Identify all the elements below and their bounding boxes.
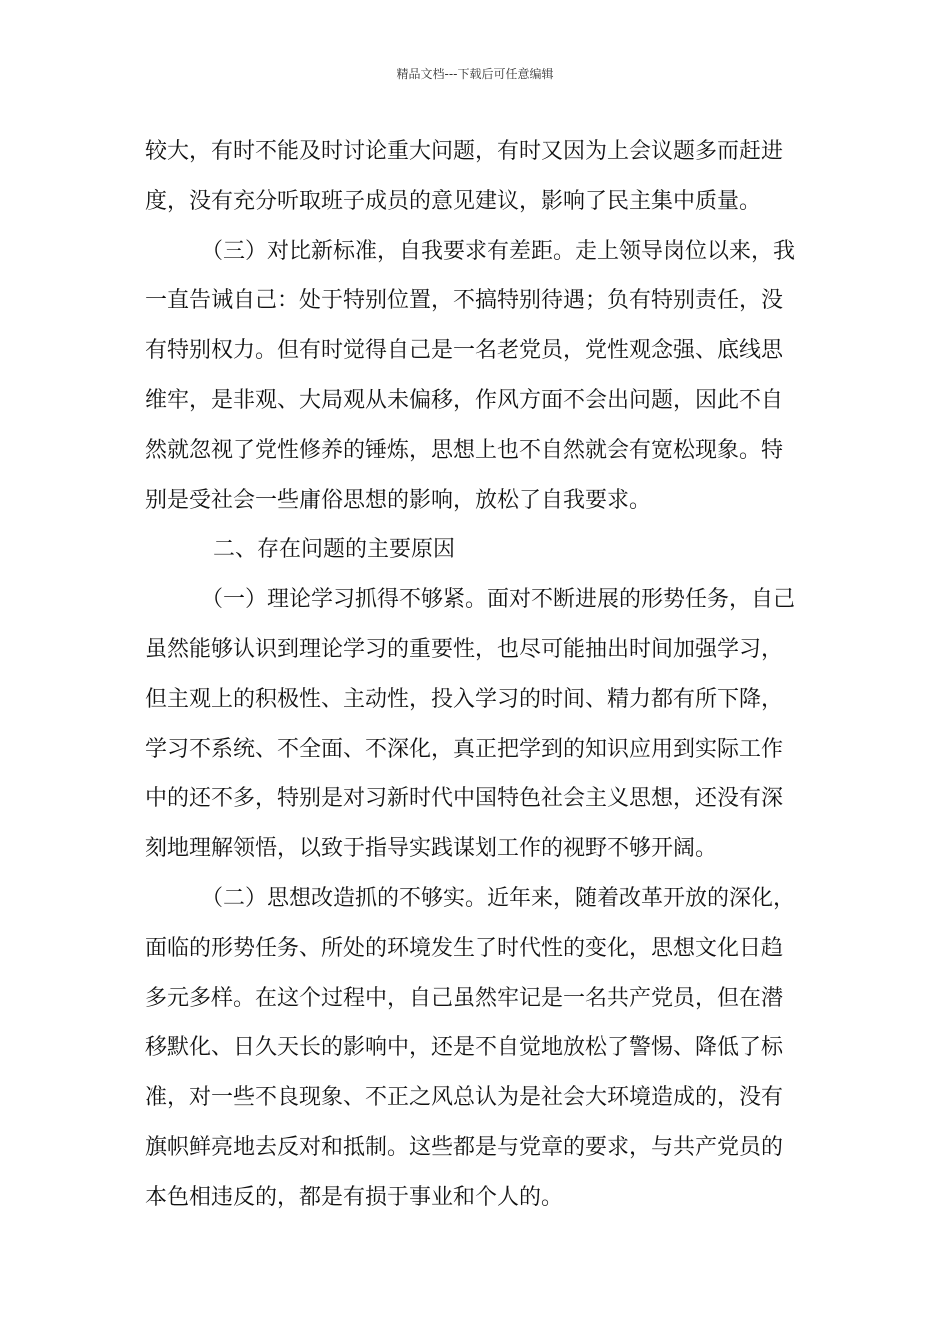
text-line: 准，对一些不良现象、不正之风总认为是社会大环境造成的，没有 [145,1085,784,1111]
text-line: 一直告诫自己：处于特别位置，不搞特别待遇；负有特别责任，没 [145,288,784,314]
text-line: 学习不系统、不全面、不深化，真正把学到的知识应用到实际工作 [145,736,784,762]
paragraph-first-line: （一）理论学习抓得不够紧。面对不断进展的形势任务，自己 [201,587,796,613]
text-line: 虽然能够认识到理论学习的重要性，也尽可能抽出时间加强学习， [145,636,784,662]
text-line: 度，没有充分听取班子成员的意见建议，影响了民主集中质量。 [145,188,762,214]
text-line: 旗帜鲜亮地去反对和抵制。这些都是与党章的要求，与共产党员的 [145,1134,784,1160]
paragraph-first-line: （三）对比新标准，自我要求有差距。走上领导岗位以来，我 [201,238,796,264]
text-line: 面临的形势任务、所处的环境发生了时代性的变化，思想文化日趋 [145,935,784,961]
text-line: 刻地理解领悟，以致于指导实践谋划工作的视野不够开阔。 [145,836,718,862]
text-line: 较大，有时不能及时讨论重大问题，有时又因为上会议题多而赶进 [145,139,784,164]
text-line: 有特别权力。但有时觉得自己是一名老党员，党性观念强、底线思 [145,338,784,364]
paragraph-first-line: （二）思想改造抓的不够实。近年来，随着改革开放的深化， [201,885,796,911]
text-line: 中的还不多，特别是对习新时代中国特色社会主义思想，还没有深 [145,786,784,812]
text-line: 别是受社会一些庸俗思想的影响，放松了自我要求。 [145,487,652,513]
text-line: 多元多样。在这个过程中，自己虽然牢记是一名共产党员，但在潜 [145,985,784,1011]
document-body [145,127,809,1223]
text-line: 但主观上的积极性、主动性，投入学习的时间、精力都有所下降， [145,686,784,712]
section-heading: 二、存在问题的主要原因 [213,537,456,563]
text-line: 移默化、日久天长的影响中，还是不自觉地放松了警惕、降低了标 [145,1035,784,1061]
text-line: 然就忽视了党性修养的锤炼，思想上也不自然就会有宽松现象。特 [145,437,784,463]
page-header: 精品文档---下载后可任意编辑 [396,67,554,81]
text-line: 本色相违反的，都是有损于事业和个人的。 [145,1184,564,1210]
text-line: 维牢，是非观、大局观从未偏移，作风方面不会出问题，因此不自 [145,387,784,413]
